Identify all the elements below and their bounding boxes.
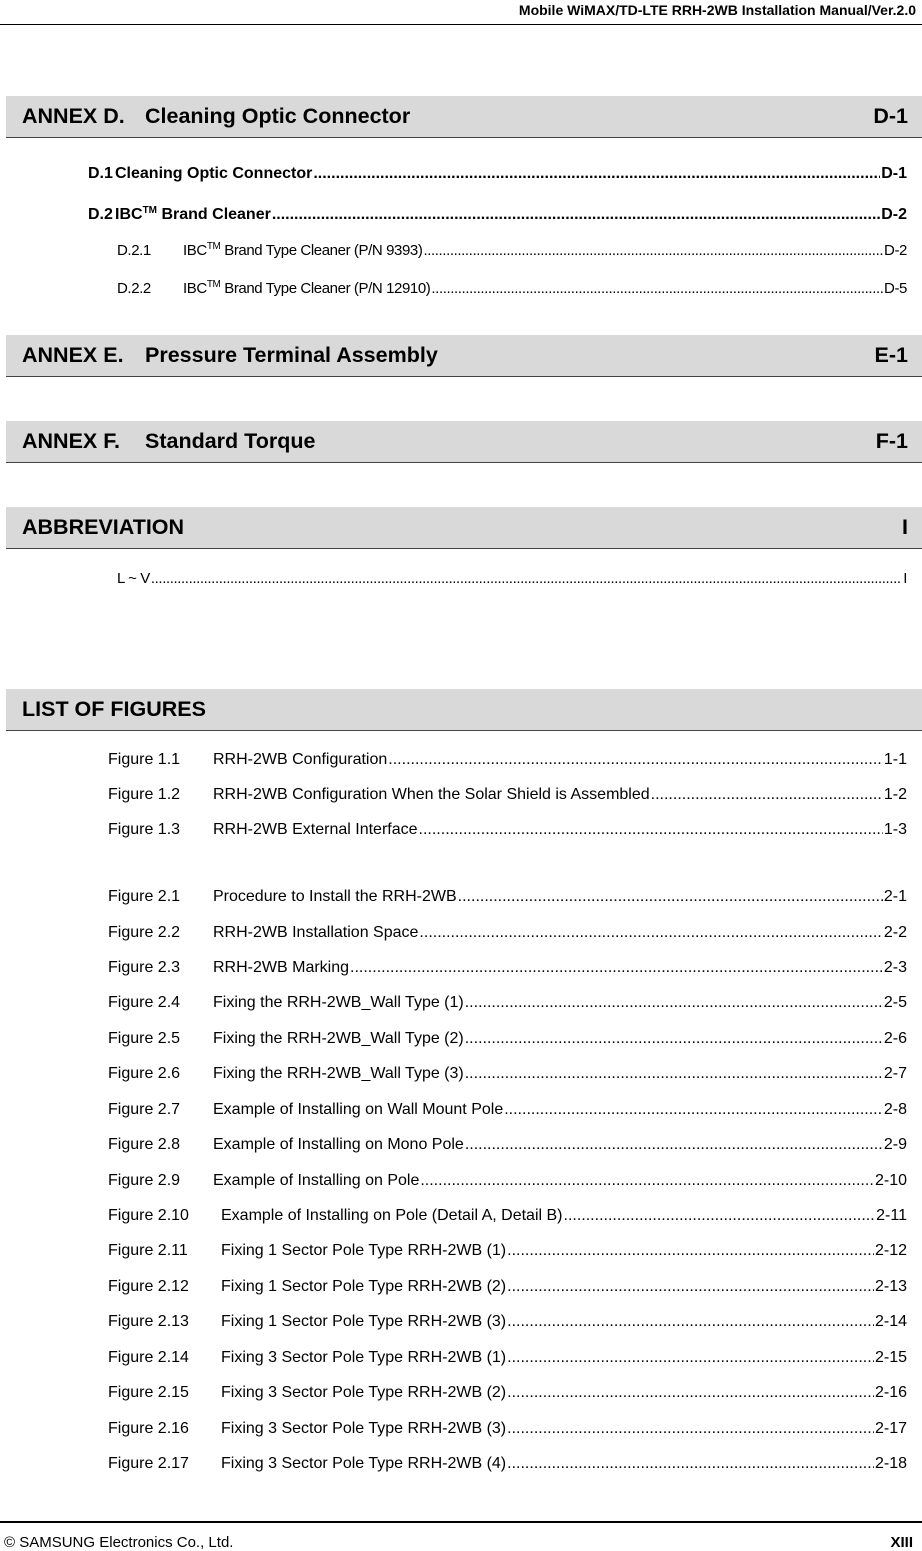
figure-caption: Example of Installing on Pole bbox=[213, 1172, 420, 1189]
toc-entry-text bbox=[183, 280, 430, 297]
figure-page: 2-14 bbox=[874, 1313, 907, 1330]
toc-leader-dots bbox=[507, 1420, 874, 1438]
figure-entry[interactable] bbox=[108, 1420, 907, 1438]
figure-page: 1-3 bbox=[883, 821, 907, 838]
figure-caption: RRH-2WB Configuration bbox=[213, 751, 388, 768]
figure-entry[interactable] bbox=[108, 959, 907, 977]
toc-leader-dots bbox=[507, 1384, 874, 1402]
toc-entry-d2[interactable] bbox=[88, 206, 907, 224]
figure-entry[interactable] bbox=[108, 1384, 907, 1402]
toc-leader-dots bbox=[151, 570, 902, 587]
figure-number: Figure 2.6 bbox=[108, 1065, 181, 1082]
figure-page: 2-17 bbox=[874, 1420, 907, 1437]
toc-entry-number: D.2.2 bbox=[117, 280, 151, 297]
figure-entry[interactable] bbox=[108, 1313, 907, 1331]
figure-number: Figure 2.17 bbox=[108, 1455, 189, 1472]
figure-number: Figure 2.1 bbox=[108, 888, 181, 905]
toc-leader-dots bbox=[507, 1313, 874, 1331]
figure-entry[interactable] bbox=[108, 924, 907, 942]
figure-entry[interactable] bbox=[108, 1172, 907, 1190]
toc-entry-page: D-2 bbox=[884, 242, 907, 259]
annex-d-page: D-1 bbox=[873, 104, 908, 128]
figure-entry[interactable] bbox=[108, 1030, 907, 1048]
toc-leader-dots bbox=[423, 242, 883, 259]
trademark-mark: TM bbox=[206, 279, 221, 290]
figure-page: 2-8 bbox=[883, 1101, 907, 1118]
figure-number: Figure 2.11 bbox=[108, 1242, 188, 1259]
figure-entry[interactable] bbox=[108, 888, 907, 906]
figure-caption: Fixing the RRH-2WB_Wall Type (2) bbox=[213, 1030, 464, 1047]
footer-copyright: © SAMSUNG Electronics Co., Ltd. bbox=[4, 1534, 234, 1551]
brand-name: IBC bbox=[183, 280, 207, 297]
toc-leader-dots bbox=[272, 206, 880, 224]
figure-page: 2-1 bbox=[883, 888, 907, 905]
toc-entry-d2-2[interactable] bbox=[117, 280, 907, 297]
toc-leader-dots bbox=[465, 1030, 883, 1048]
figure-number: Figure 2.12 bbox=[108, 1278, 189, 1295]
figure-entry[interactable] bbox=[108, 1101, 907, 1119]
figure-page: 2-18 bbox=[874, 1455, 907, 1472]
figure-page: 2-5 bbox=[883, 994, 907, 1011]
abbreviation-page: I bbox=[902, 515, 908, 539]
toc-leader-dots bbox=[651, 786, 883, 804]
annex-e-title: Pressure Terminal Assembly bbox=[145, 343, 438, 367]
figure-caption: Fixing 1 Sector Pole Type RRH-2WB (1) bbox=[221, 1242, 507, 1259]
annex-e-page: E-1 bbox=[874, 343, 908, 367]
figure-entry[interactable] bbox=[108, 1278, 907, 1296]
list-of-figures-heading bbox=[6, 689, 922, 731]
toc-leader-dots bbox=[507, 1455, 874, 1473]
figure-entry[interactable] bbox=[108, 1065, 907, 1083]
toc-leader-dots bbox=[465, 994, 883, 1012]
toc-leader-dots bbox=[564, 1207, 876, 1225]
figure-page: 2-11 bbox=[876, 1207, 907, 1224]
figure-caption: RRH-2WB Installation Space bbox=[213, 924, 419, 941]
figure-caption: RRH-2WB External Interface bbox=[213, 821, 418, 838]
figure-number: Figure 2.13 bbox=[108, 1313, 189, 1330]
list-of-figures-title: LIST OF FIGURES bbox=[22, 697, 206, 721]
toc-leader-dots bbox=[507, 1278, 874, 1296]
figure-number: Figure 1.3 bbox=[108, 821, 181, 838]
figure-number: Figure 2.8 bbox=[108, 1136, 181, 1153]
toc-leader-dots bbox=[350, 959, 883, 977]
figure-caption: Example of Installing on Mono Pole bbox=[213, 1136, 464, 1153]
figure-caption: Example of Installing on Wall Mount Pole bbox=[213, 1101, 504, 1118]
annex-e-heading[interactable] bbox=[6, 335, 922, 377]
figure-entry[interactable] bbox=[108, 994, 907, 1012]
toc-entry-number: D.2 bbox=[88, 206, 113, 223]
figure-number: Figure 2.9 bbox=[108, 1172, 181, 1189]
figure-page: 2-10 bbox=[874, 1172, 907, 1189]
toc-entry-text: Cleaning Optic Connector bbox=[115, 165, 313, 182]
toc-entry-page: D-1 bbox=[881, 165, 907, 182]
entry-text-rest: Brand Cleaner bbox=[157, 206, 271, 223]
toc-leader-dots bbox=[458, 888, 883, 906]
toc-entry-text: L ~ V bbox=[117, 570, 150, 587]
figure-caption: Fixing 3 Sector Pole Type RRH-2WB (4) bbox=[221, 1455, 507, 1472]
figure-entry[interactable] bbox=[108, 751, 907, 769]
figure-page: 2-9 bbox=[883, 1136, 907, 1153]
toc-leader-dots bbox=[419, 821, 883, 839]
figure-page: 2-13 bbox=[874, 1278, 907, 1295]
figure-caption: RRH-2WB Configuration When the Solar Shield is Assembled bbox=[213, 786, 650, 803]
figure-page: 2-7 bbox=[883, 1065, 907, 1082]
figure-entry[interactable] bbox=[108, 1242, 907, 1260]
toc-entry-text bbox=[183, 242, 422, 259]
figure-number: Figure 1.1 bbox=[108, 751, 181, 768]
figure-number: Figure 2.3 bbox=[108, 959, 181, 976]
annex-f-page: F-1 bbox=[875, 429, 908, 453]
figure-entry[interactable] bbox=[108, 1207, 907, 1225]
footer-rule bbox=[0, 1521, 922, 1523]
figure-caption: Fixing 1 Sector Pole Type RRH-2WB (3) bbox=[221, 1313, 507, 1330]
figure-page: 1-2 bbox=[883, 786, 907, 803]
header-rule bbox=[0, 24, 922, 25]
annex-d-label: ANNEX D. bbox=[22, 104, 125, 128]
annex-d-title: Cleaning Optic Connector bbox=[145, 104, 411, 128]
page-header-title: Mobile WiMAX/TD-LTE RRH-2WB Installation Manual/Ver.2.0 bbox=[518, 2, 916, 18]
figure-caption: Fixing the RRH-2WB_Wall Type (3) bbox=[213, 1065, 464, 1082]
figure-caption: Fixing 3 Sector Pole Type RRH-2WB (3) bbox=[221, 1420, 507, 1437]
trademark-mark: TM bbox=[206, 241, 221, 252]
abbreviation-heading[interactable] bbox=[6, 507, 922, 549]
figure-entry[interactable] bbox=[108, 786, 907, 804]
brand-name: IBC bbox=[183, 242, 207, 259]
figure-page: 2-3 bbox=[883, 959, 907, 976]
abbreviation-title: ABBREVIATION bbox=[22, 515, 185, 539]
toc-entry-page: D-2 bbox=[881, 206, 907, 223]
figure-number: Figure 2.10 bbox=[108, 1207, 189, 1224]
figure-page: 2-16 bbox=[874, 1384, 907, 1401]
toc-leader-dots bbox=[507, 1242, 874, 1260]
brand-name: IBC bbox=[115, 206, 143, 223]
toc-entry-abbrev-l-v[interactable] bbox=[117, 570, 907, 587]
toc-leader-dots bbox=[431, 280, 883, 297]
figure-number: Figure 2.15 bbox=[108, 1384, 189, 1401]
figure-caption: Procedure to Install the RRH-2WB bbox=[213, 888, 457, 905]
figure-caption: RRH-2WB Marking bbox=[213, 959, 350, 976]
toc-leader-dots bbox=[388, 751, 883, 769]
figure-entry[interactable] bbox=[108, 821, 907, 839]
figure-page: 2-2 bbox=[883, 924, 907, 941]
toc-leader-dots bbox=[420, 1172, 874, 1190]
entry-text-rest: Brand Type Cleaner (P/N 12910) bbox=[220, 280, 431, 297]
figure-caption: Example of Installing on Pole (Detail A, Detail B) bbox=[221, 1207, 563, 1224]
toc-entry-d1[interactable] bbox=[88, 165, 907, 183]
toc-entry-page: D-5 bbox=[884, 280, 907, 297]
figure-number: Figure 1.2 bbox=[108, 786, 181, 803]
figure-number: Figure 2.16 bbox=[108, 1420, 189, 1437]
figure-caption: Fixing 3 Sector Pole Type RRH-2WB (1) bbox=[221, 1349, 507, 1366]
figure-number: Figure 2.5 bbox=[108, 1030, 181, 1047]
footer-page-number: XIII bbox=[890, 1534, 913, 1551]
annex-f-title: Standard Torque bbox=[145, 429, 316, 453]
toc-leader-dots bbox=[419, 924, 882, 942]
annex-e-label: ANNEX E. bbox=[22, 343, 124, 367]
figure-caption: Fixing the RRH-2WB_Wall Type (1) bbox=[213, 994, 464, 1011]
toc-leader-dots bbox=[465, 1065, 883, 1083]
figure-entry[interactable] bbox=[108, 1349, 907, 1367]
toc-leader-dots bbox=[465, 1136, 883, 1154]
toc-entry-number: D.2.1 bbox=[117, 242, 151, 259]
figure-number: Figure 2.2 bbox=[108, 924, 181, 941]
annex-f-heading[interactable] bbox=[6, 421, 922, 463]
figure-page: 2-6 bbox=[883, 1030, 907, 1047]
entry-text-rest: Brand Type Cleaner (P/N 9393) bbox=[220, 242, 423, 259]
trademark-mark: TM bbox=[142, 205, 158, 216]
figure-number: Figure 2.7 bbox=[108, 1101, 181, 1118]
figure-caption: Fixing 1 Sector Pole Type RRH-2WB (2) bbox=[221, 1278, 507, 1295]
figure-caption: Fixing 3 Sector Pole Type RRH-2WB (2) bbox=[221, 1384, 507, 1401]
figure-number: Figure 2.14 bbox=[108, 1349, 189, 1366]
annex-f-label: ANNEX F. bbox=[22, 429, 120, 453]
toc-entry-page: I bbox=[903, 570, 907, 587]
toc-entry-number: D.1 bbox=[88, 165, 113, 182]
toc-entry-text bbox=[115, 206, 271, 224]
figure-page: 2-15 bbox=[874, 1349, 907, 1366]
figure-entry[interactable] bbox=[108, 1136, 907, 1154]
figure-entry[interactable] bbox=[108, 1455, 907, 1473]
figure-number: Figure 2.4 bbox=[108, 994, 181, 1011]
toc-leader-dots bbox=[313, 165, 880, 183]
toc-leader-dots bbox=[504, 1101, 883, 1119]
toc-entry-d2-1[interactable] bbox=[117, 242, 907, 259]
annex-d-heading[interactable] bbox=[6, 96, 922, 138]
figure-page: 2-12 bbox=[874, 1242, 907, 1259]
toc-leader-dots bbox=[507, 1349, 874, 1367]
figure-page: 1-1 bbox=[883, 751, 907, 768]
